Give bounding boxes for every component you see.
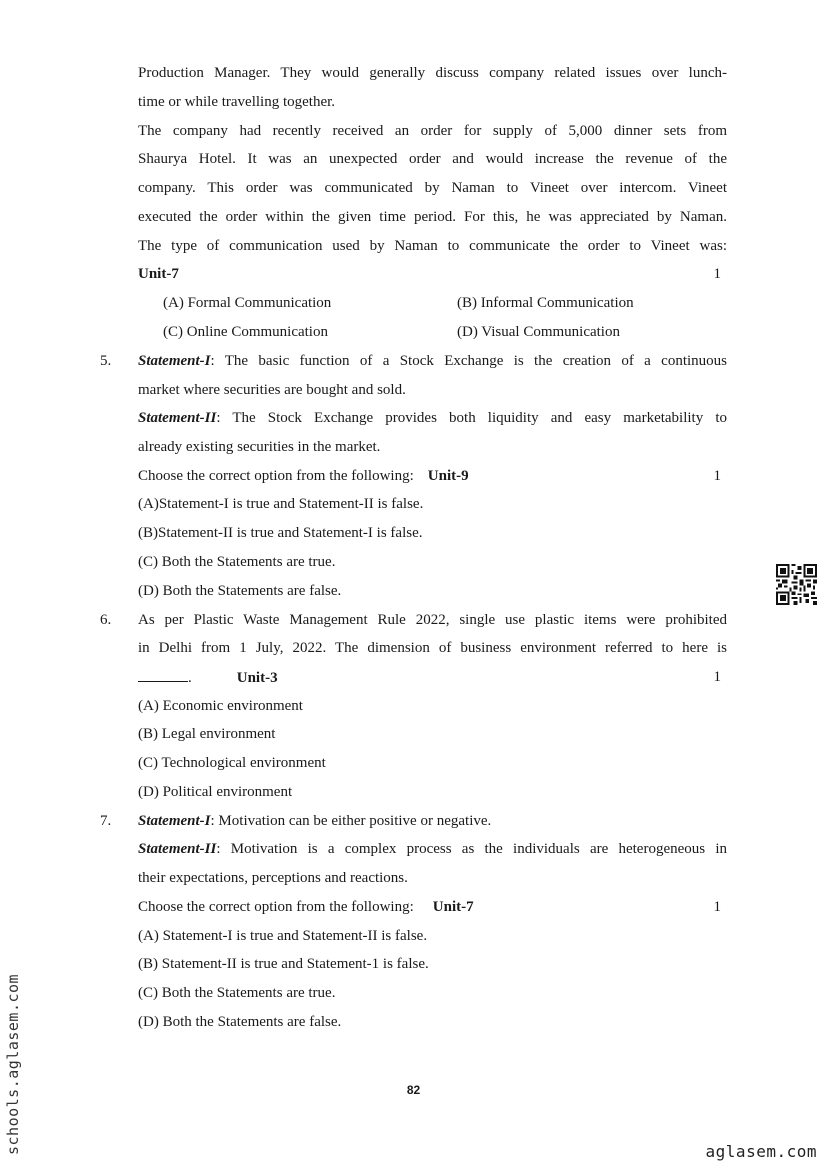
q4-option-b: (B) Informal Communication bbox=[457, 295, 634, 311]
q7-unit: Unit-7 bbox=[432, 899, 474, 915]
q4-line-3: The company had recently received an order for supply of 5,000 dinner sets from bbox=[138, 123, 727, 139]
q7-prompt-line bbox=[138, 897, 474, 917]
q5-option-a: (A)Statement-I is true and Statement-II is false. bbox=[138, 496, 424, 512]
q5-option-d: (D) Both the Statements are false. bbox=[138, 583, 342, 599]
q4-marks: 1 bbox=[713, 266, 721, 282]
q7-option-b: (B) Statement-II is true and Statement-1 is false. bbox=[138, 956, 429, 972]
q5-statement-1-label: Statement-I bbox=[138, 353, 211, 369]
footer-watermark[interactable]: aglasem.com bbox=[705, 1142, 817, 1161]
q4-line-1: Production Manager. They would generally discuss company related issues over lunch- bbox=[138, 65, 727, 81]
q5-unit: Unit-9 bbox=[427, 468, 469, 484]
q7-prompt: Choose the correct option from the following: bbox=[138, 899, 414, 915]
q6-line-1: As per Plastic Waste Management Rule 2022, single use plastic items were prohibited bbox=[138, 612, 727, 628]
q5-statement-2-text: : The Stock Exchange provides both liquidity and easy marketability to bbox=[216, 410, 727, 426]
side-watermark: schools.aglasem.com bbox=[4, 973, 22, 1155]
q4-line-5: company. This order was communicated by Naman to Vineet over intercom. Vineet bbox=[138, 180, 727, 196]
q6-option-d: (D) Political environment bbox=[138, 784, 293, 800]
q5-prompt-line bbox=[138, 466, 469, 486]
q7-marks: 1 bbox=[713, 899, 721, 915]
q5-option-c: (C) Both the Statements are true. bbox=[138, 554, 336, 570]
answer-blank bbox=[138, 667, 188, 682]
q7-option-c: (C) Both the Statements are true. bbox=[138, 985, 336, 1001]
q4-line-2: time or while travelling together. bbox=[138, 94, 336, 110]
q4-unit: Unit-7 bbox=[138, 266, 179, 282]
q6-option-b: (B) Legal environment bbox=[138, 726, 276, 742]
q7-option-d: (D) Both the Statements are false. bbox=[138, 1014, 342, 1030]
q7-statement-2-label: Statement-II bbox=[138, 841, 217, 857]
q6-blank-line bbox=[138, 667, 278, 688]
q5-marks: 1 bbox=[713, 468, 721, 484]
page-number: 82 bbox=[406, 1083, 421, 1097]
q5-statement-2-line-1 bbox=[138, 408, 727, 428]
q5-statement-1-line-2: market where securities are bought and sold. bbox=[138, 382, 406, 398]
q7-statement-1 bbox=[138, 811, 491, 831]
q6-option-c: (C) Technological environment bbox=[138, 755, 326, 771]
q5-number: 5. bbox=[100, 353, 112, 369]
q6-blank-suffix: . bbox=[188, 670, 192, 686]
q5-statement-1-text: : The basic function of a Stock Exchange is the creation of a continuous bbox=[210, 353, 727, 369]
q4-option-c: (C) Online Communication bbox=[163, 324, 328, 340]
qr-code-icon[interactable] bbox=[776, 564, 817, 605]
q4-option-a: (A) Formal Communication bbox=[163, 295, 332, 311]
q7-option-a: (A) Statement-I is true and Statement-II is false. bbox=[138, 928, 428, 944]
q4-line-6: executed the order within the given time period. For this, he was appreciated by Naman. bbox=[138, 209, 727, 225]
q7-statement-1-label: Statement-I bbox=[138, 813, 211, 829]
q7-number: 7. bbox=[100, 813, 112, 829]
q5-option-b: (B)Statement-II is true and Statement-I is false. bbox=[138, 525, 423, 541]
q7-statement-2-line-1 bbox=[138, 839, 727, 859]
q5-statement-1-line-1 bbox=[138, 351, 727, 371]
q4-option-d: (D) Visual Communication bbox=[457, 324, 620, 340]
q6-number: 6. bbox=[100, 612, 112, 628]
q4-line-7: The type of communication used by Naman to communicate the order to Vineet was: bbox=[138, 238, 727, 254]
q7-statement-1-text: : Motivation can be either positive or negative. bbox=[210, 813, 492, 829]
q5-statement-2-label: Statement-II bbox=[138, 410, 217, 426]
q6-option-a: (A) Economic environment bbox=[138, 698, 303, 714]
q6-line-2: in Delhi from 1 July, 2022. The dimension of business environment referred to here is bbox=[138, 640, 727, 656]
q5-prompt: Choose the correct option from the following: bbox=[138, 468, 414, 484]
q4-line-4: Shaurya Hotel. It was an unexpected order and would increase the revenue of the bbox=[138, 151, 727, 167]
q5-statement-2-line-2: already existing securities in the market. bbox=[138, 439, 381, 455]
q6-marks: 1 bbox=[713, 669, 721, 685]
q7-statement-2-text: : Motivation is a complex process as the individuals are heterogeneous in bbox=[216, 841, 727, 857]
q6-unit: Unit-3 bbox=[236, 670, 278, 686]
q7-statement-2-line-2: their expectations, perceptions and reactions. bbox=[138, 870, 408, 886]
